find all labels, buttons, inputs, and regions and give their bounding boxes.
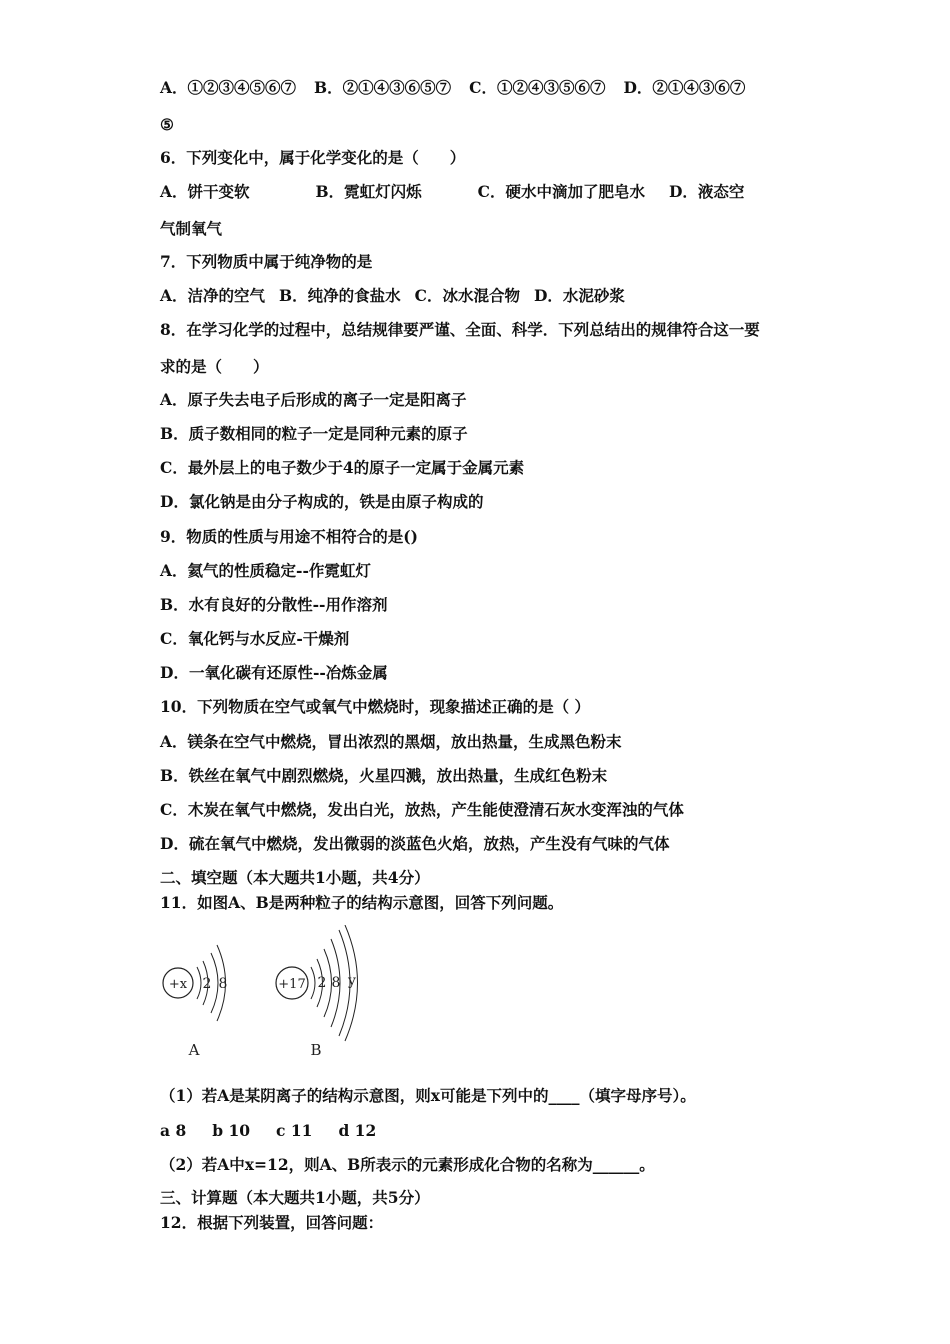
- particle-b-shell-1-electrons: 2: [317, 975, 327, 991]
- q7-option-a: A．洁净的空气: [160, 286, 266, 305]
- section-heading-calculation: 三、计算题（本大题共1小题，共5分）: [160, 1188, 430, 1207]
- q5-option-b: B．②①④③⑥⑤⑦: [314, 78, 452, 97]
- q6-stem: 6．下列变化中，属于化学变化的是（ ）: [160, 148, 466, 167]
- q8-option-a: A．原子失去电子后形成的离子一定是阳离子: [160, 390, 467, 409]
- particle-b-shell-3-electrons: y: [348, 973, 356, 989]
- q6-option-c: C．硬水中滴加了肥皂水: [477, 182, 645, 201]
- particle-a-label: A: [188, 1041, 200, 1059]
- q10-stem: 10．下列物质在空气或氧气中燃烧时，现象描述正确的是（ ）: [160, 697, 590, 716]
- particle-b-nucleus-charge: +17: [278, 977, 306, 992]
- q8-stem-line1: 8．在学习化学的过程中，总结规律要严谨、全面、科学．下列总结出的规律符合这一要: [160, 320, 760, 339]
- q11-choice-d: d 12: [338, 1121, 377, 1140]
- q8-option-b: B．质子数相同的粒子一定是同种元素的原子: [160, 424, 468, 443]
- q9-option-c: C．氧化钙与水反应-干燥剂: [160, 629, 350, 648]
- q5-option-d: D．②①④③⑥⑦: [623, 78, 746, 97]
- q11-stem: 11．如图A、B是两种粒子的结构示意图，回答下列问题。: [160, 893, 564, 912]
- q7-options-line: [160, 286, 625, 306]
- q5-option-c: C．①②④③⑤⑥⑦: [469, 78, 606, 97]
- q6-option-a: A．饼干变软: [160, 182, 250, 201]
- q7-option-c: C．冰水混合物: [414, 286, 520, 305]
- q5-option-d-wrap: ⑤: [160, 115, 174, 134]
- q9-option-a: A．氦气的性质稳定--作霓虹灯: [160, 561, 371, 580]
- q12-stem: 12．根据下列装置，回答问题：: [160, 1213, 384, 1232]
- q7-option-d: D．水泥砂浆: [533, 286, 625, 305]
- q10-option-a: A．镁条在空气中燃烧，冒出浓烈的黑烟，放出热量，生成黑色粉末: [160, 732, 622, 751]
- particle-b-diagram: [276, 925, 358, 1059]
- section-heading-fill-in: 二、填空题（本大题共1小题，共4分）: [160, 868, 430, 887]
- q11-choice-c: c 11: [276, 1121, 313, 1140]
- q7-option-b: B．纯净的食盐水: [279, 286, 401, 305]
- particle-b-shell-1-arc: [311, 967, 315, 999]
- particle-a-shell-1-electrons: 2: [202, 976, 212, 992]
- q10-option-c: C．木炭在氧气中燃烧，发出白光，放热，产生能使澄清石灰水变浑浊的气体: [160, 800, 684, 819]
- q5-option-a: A．①②③④⑤⑥⑦: [160, 78, 297, 97]
- q10-option-d: D．硫在氧气中燃烧，发出微弱的淡蓝色火焰，放热，产生没有气味的气体: [160, 834, 670, 853]
- q11-choices-line: [160, 1121, 376, 1141]
- q10-option-b: B．铁丝在氧气中剧烈燃烧，火星四溅，放出热量，生成红色粉末: [160, 766, 608, 785]
- q9-option-d: D．一氧化碳有还原性--冶炼金属: [160, 663, 388, 682]
- q11-sub-question-1: （1）若A是某阴离子的结构示意图，则x可能是下列中的____（填字母序号）。: [160, 1086, 696, 1105]
- q11-sub-question-2: （2）若A中x=12，则A、B所表示的元素形成化合物的名称为______。: [160, 1155, 655, 1174]
- q6-option-d: D．液态空: [668, 182, 745, 201]
- q6-options-line: [160, 182, 744, 202]
- atom-structure-diagram: [150, 925, 390, 1070]
- q11-choice-a: a 8: [160, 1121, 187, 1140]
- q6-option-d-wrap: 气制氧气: [160, 219, 223, 238]
- q7-stem: 7．下列物质中属于纯净物的是: [160, 252, 373, 271]
- q8-option-c: C．最外层上的电子数少于4的原子一定属于金属元素: [160, 458, 525, 477]
- particle-a-nucleus-charge: +x: [168, 977, 188, 992]
- q9-stem: 9．物质的性质与用途不相符合的是(): [160, 527, 418, 546]
- particle-a-shell-1-arc: [197, 967, 201, 999]
- particle-a-diagram: [163, 945, 227, 1059]
- q9-option-b: B．水有良好的分散性--用作溶剂: [160, 595, 388, 614]
- q6-option-b: B．霓虹灯闪烁: [315, 182, 422, 201]
- q8-option-d: D．氯化钠是由分子构成的，铁是由原子构成的: [160, 492, 484, 511]
- particle-b-shell-2-electrons: 8: [331, 975, 341, 991]
- particle-a-shell-2-arc: [211, 953, 218, 1013]
- q8-stem-line2: 求的是（ ）: [160, 357, 269, 376]
- q11-choice-b: b 10: [212, 1121, 251, 1140]
- particle-b-label: B: [310, 1041, 322, 1059]
- q5-options-line: [160, 78, 745, 98]
- particle-a-shell-2-electrons: 8: [218, 976, 228, 992]
